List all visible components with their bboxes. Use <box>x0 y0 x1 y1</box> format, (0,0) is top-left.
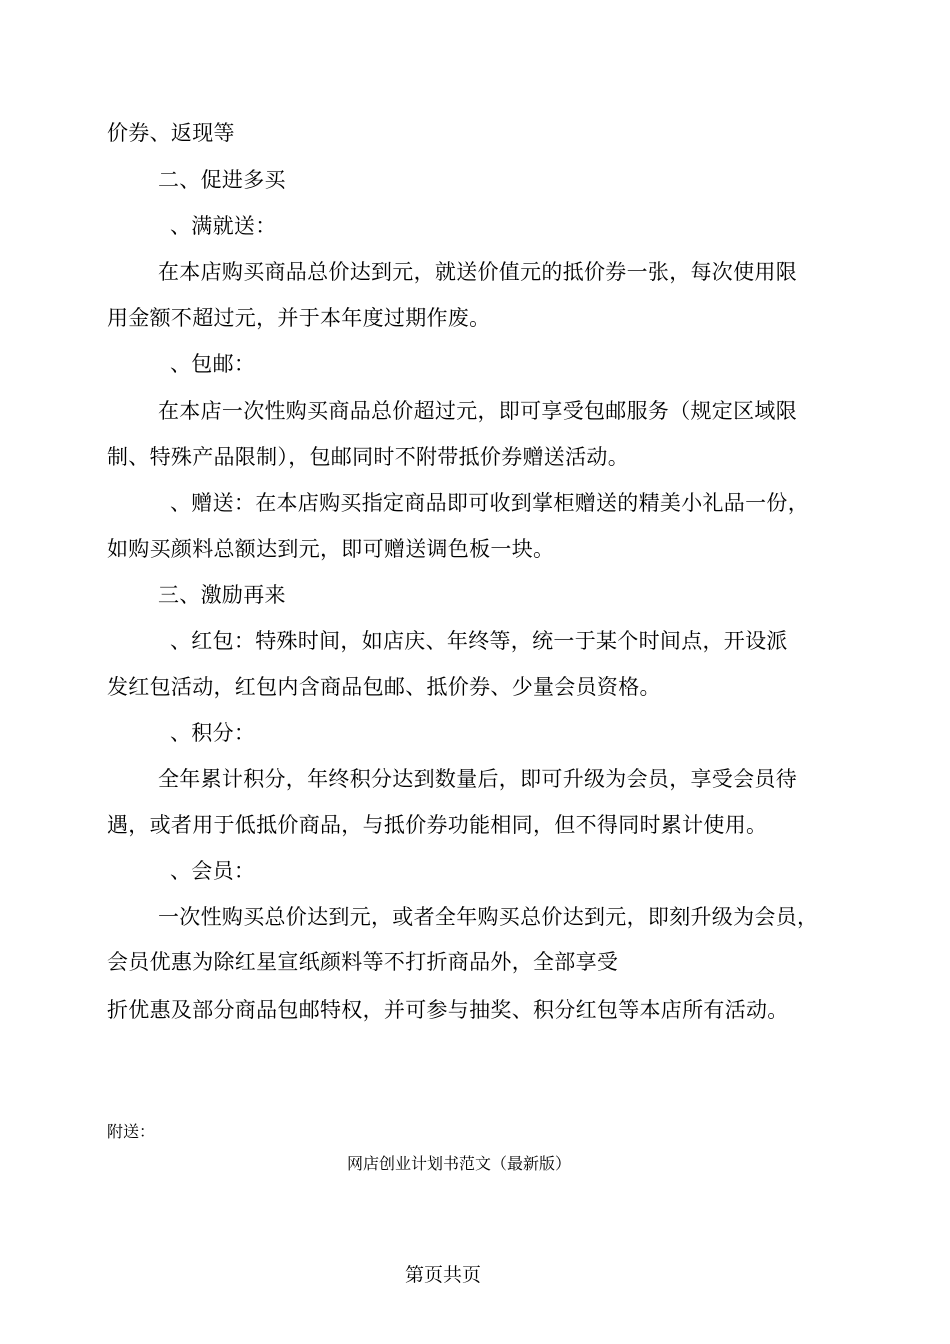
text-line: 会员优惠为除红星宣纸颜料等不打折商品外，全部享受 <box>107 950 619 974</box>
attachment-title: 网店创业计划书范文（最新版） <box>347 1154 572 1173</box>
text-line: 、赠送：在本店购买指定商品即可收到掌柜赠送的精美小礼品一份， <box>170 491 809 515</box>
text-line: 折优惠及部分商品包邮特权，并可参与抽奖、积分红包等本店所有活动。 <box>107 998 789 1022</box>
subsection-heading: 、积分： <box>170 721 256 745</box>
page-footer: 第页共页 <box>405 1264 482 1286</box>
subsection-heading: 、包邮： <box>170 352 256 376</box>
text-line: 、红包：特殊时间，如店庆、年终等，统一于某个时间点，开设派 <box>170 629 788 653</box>
section-heading: 二、促进多买 <box>158 168 286 192</box>
text-line: 在本店一次性购买商品总价超过元，即可享受包邮服务（规定区域限 <box>158 399 797 423</box>
text-line: 在本店购买商品总价达到元，就送价值元的抵价券一张，每次使用限 <box>158 260 797 284</box>
text-line: 一次性购买总价达到元，或者全年购买总价达到元，即刻升级为会员， <box>158 905 819 929</box>
text-line: 制、特殊产品限制），包邮同时不附带抵价券赠送活动。 <box>107 445 629 469</box>
text-line: 全年累计积分，年终积分达到数量后，即可升级为会员，享受会员待 <box>158 767 797 791</box>
attachment-label: 附送： <box>107 1122 156 1141</box>
text-line: 发红包活动，红包内含商品包邮、抵价券、少量会员资格。 <box>107 675 661 699</box>
text-line: 价券、返现等 <box>107 121 235 145</box>
text-line: 遇，或者用于低抵价商品，与抵价券功能相同，但不得同时累计使用。 <box>107 813 768 837</box>
subsection-heading: 、满就送： <box>170 214 277 238</box>
text-line: 用金额不超过元，并于本年度过期作废。 <box>107 306 491 330</box>
subsection-heading: 、会员： <box>170 859 256 883</box>
section-heading: 三、激励再来 <box>158 583 286 607</box>
text-line: 如购买颜料总额达到元，即可赠送调色板一块。 <box>107 537 555 561</box>
